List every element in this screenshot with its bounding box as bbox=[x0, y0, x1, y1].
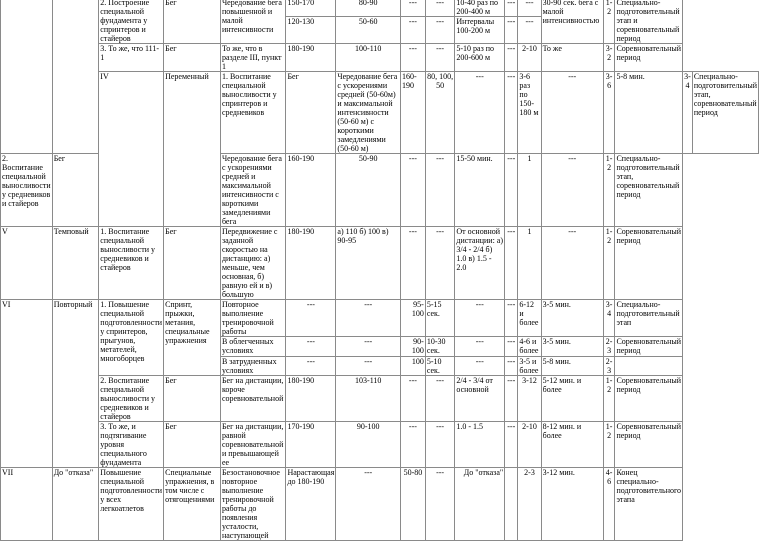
speed-cell: а) 110 б) 100 в) 90-95 bbox=[336, 227, 401, 300]
duration-cell: --- bbox=[425, 0, 455, 17]
extra-cell: --- bbox=[505, 300, 518, 337]
repetitions-cell: 2-3 bbox=[518, 468, 541, 541]
method-name-cell: Темповый bbox=[52, 227, 99, 300]
extra-cell: --- bbox=[505, 0, 518, 17]
repetitions-cell: 6-12 и более bbox=[518, 300, 541, 337]
speed-cell: 50-90 bbox=[336, 154, 401, 227]
exercise-cell: Бег bbox=[164, 422, 221, 468]
duration-cell: --- bbox=[425, 44, 455, 72]
power-cell: --- bbox=[401, 17, 426, 44]
volume-cell: До "отказа" bbox=[455, 468, 505, 541]
power-cell: --- bbox=[401, 376, 426, 422]
speed-cell: --- bbox=[336, 357, 401, 376]
period-cell: Соревновательный период bbox=[615, 422, 683, 468]
exercise-cell: Бег bbox=[164, 0, 221, 44]
duration-cell: --- bbox=[505, 72, 518, 154]
extra-cell: --- bbox=[505, 357, 518, 376]
table-row bbox=[1, 44, 759, 72]
power-cell: --- bbox=[455, 72, 505, 154]
content-cell: Бег на дистанции, равной соревновательной и превышающей ее bbox=[220, 422, 286, 468]
heart-rate-cell: 150-170 bbox=[286, 0, 336, 17]
speed-cell: --- bbox=[336, 337, 401, 357]
period-cell: Специально-подготовительный этап bbox=[615, 300, 683, 337]
sessions-cell: 3-4 bbox=[683, 72, 693, 154]
rest-interval-cell: 3-5 мин. bbox=[541, 300, 603, 337]
repetitions-cell: --- bbox=[518, 17, 541, 44]
repetitions-cell: 3-5 и более bbox=[518, 357, 541, 376]
volume-cell: --- bbox=[455, 300, 505, 337]
extra-cell: --- bbox=[505, 154, 518, 227]
extra-cell: --- bbox=[505, 337, 518, 357]
repetitions-cell: 1 bbox=[518, 227, 541, 300]
period-cell: Специально-подготовительный этап, соревновательный период bbox=[692, 72, 758, 154]
task-cell: 3. То же, что 111-1 bbox=[99, 44, 164, 72]
speed-cell: 100-110 bbox=[336, 44, 401, 72]
repetitions-cell: --- bbox=[518, 0, 541, 17]
repetitions-cell: 3-12 bbox=[518, 376, 541, 422]
task-cell: 1. Воспитание специальной выносливости у средневиков и стайеров bbox=[99, 227, 164, 300]
heart-rate-cell: --- bbox=[286, 357, 336, 376]
power-cell: 100 bbox=[401, 357, 426, 376]
task-cell: Повышение специальной подготовленности у всех легкоатлетов bbox=[99, 468, 164, 541]
repetitions-cell: 3-6 bbox=[603, 72, 615, 154]
extra-cell: --- bbox=[505, 44, 518, 72]
sessions-cell: 1-2 bbox=[603, 227, 615, 300]
table-row bbox=[1, 422, 759, 468]
content-cell: То же, что в разделе III, пункт 1 bbox=[220, 44, 286, 72]
speed-cell: 80-90 bbox=[336, 0, 401, 17]
exercise-cell: Спринт, прыжки, метания, специальные упражнения bbox=[164, 300, 221, 376]
exercise-cell: Специальные упражнения, в том числе с отягощениями bbox=[164, 468, 221, 541]
row-number-cell: V bbox=[1, 227, 53, 300]
content-cell: Передвижение с заданной скоростью на дистанцию: а) меньше, чем основная, б) равную ей и в) большую bbox=[220, 227, 286, 300]
content-cell: Чередование бега с ускорениями средней (50-60м) и максимальной интенсивности (50-60 м) с короткими замедлениями (50-60 м) bbox=[336, 72, 401, 154]
table-row bbox=[1, 0, 759, 17]
period-cell: Соревновательный период bbox=[615, 376, 683, 422]
repetitions-cell: 2-10 bbox=[518, 422, 541, 468]
rest-interval-cell: 5-8 мин. bbox=[541, 357, 603, 376]
heart-rate-cell: 120-130 bbox=[286, 17, 336, 44]
duration-cell: --- bbox=[425, 376, 455, 422]
row-number-cell: VI bbox=[1, 300, 53, 468]
repetitions-cell: 2-10 bbox=[518, 44, 541, 72]
period-cell: Соревновательный период bbox=[615, 44, 683, 72]
task-cell: 1. Повышение специальной подготовленности у спринтеров, прыгунов, метателей, многоборцев bbox=[99, 300, 164, 376]
exercise-cell: Бег bbox=[164, 44, 221, 72]
table-row bbox=[1, 300, 759, 337]
table-row bbox=[1, 72, 759, 154]
task-cell: 2. Воспитание специальной выносливости у средневиков и стайеров bbox=[99, 376, 164, 422]
rest-interval-cell: --- bbox=[541, 227, 603, 300]
power-cell: --- bbox=[401, 154, 426, 227]
volume-cell: 10-40 раз по 200-400 м bbox=[455, 0, 505, 17]
heart-rate-cell: 160-190 bbox=[286, 154, 336, 227]
content-cell: Безостановочное повторное выполнение тренировочной работы до появления усталости, наступающей bbox=[220, 468, 286, 541]
row-number-cell: IV bbox=[99, 72, 164, 227]
content-cell: Бег на дистанции, короче соревновательной bbox=[220, 376, 286, 422]
content-cell: Чередование бега повышенной и малой интенсивности bbox=[220, 0, 286, 44]
exercise-cell: Бег bbox=[52, 154, 99, 227]
extra-cell: --- bbox=[505, 376, 518, 422]
speed-cell: --- bbox=[336, 468, 401, 541]
rest-interval-cell: 5-8 мин. bbox=[615, 72, 683, 154]
power-cell: 90-100 bbox=[401, 337, 426, 357]
heart-rate-cell: 160-190 bbox=[401, 72, 426, 154]
period-cell: Специально-подготовительный этап и соревновательный период bbox=[615, 0, 683, 44]
rest-interval-cell: 5-12 мин. и более bbox=[541, 376, 603, 422]
heart-rate-cell: 180-190 bbox=[286, 376, 336, 422]
volume-cell: От основной дистанции: а) 3/4 - 2/4 б) 1.0 в) 1.5 - 2.0 bbox=[455, 227, 505, 300]
sessions-cell: 4-6 bbox=[603, 468, 615, 541]
extra-cell bbox=[505, 468, 518, 541]
rest-interval-cell: 8-12 мин. и более bbox=[541, 422, 603, 468]
rest-interval-cell: 3-5 мин. bbox=[541, 337, 603, 357]
rest-interval-cell: 30-90 сек. бега с малой интенсивностью bbox=[541, 0, 603, 44]
sessions-cell: 3-2 bbox=[603, 44, 615, 72]
power-cell: --- bbox=[401, 422, 426, 468]
heart-rate-cell: 180-190 bbox=[286, 44, 336, 72]
extra-cell: --- bbox=[505, 227, 518, 300]
speed-cell: 50-60 bbox=[336, 17, 401, 44]
sessions-cell: 1-2 bbox=[603, 0, 615, 44]
content-cell: В затрудненных условиях bbox=[220, 357, 286, 376]
duration-cell: --- bbox=[425, 422, 455, 468]
rest-interval-cell: 3-12 мин. bbox=[541, 468, 603, 541]
sessions-cell: 1-2 bbox=[603, 154, 615, 227]
task-cell: 3. То же, и подтягивание уровня специального фундамента bbox=[99, 422, 164, 468]
sessions-cell: 1-2 bbox=[603, 376, 615, 422]
power-cell: --- bbox=[401, 0, 426, 17]
volume-cell: 5-10 раз по 200-600 м bbox=[455, 44, 505, 72]
method-name-cell: Переменный bbox=[164, 72, 221, 227]
heart-rate-cell: 170-190 bbox=[286, 422, 336, 468]
exercise-cell: Бег bbox=[164, 376, 221, 422]
power-cell: --- bbox=[401, 227, 426, 300]
volume-cell: --- bbox=[455, 337, 505, 357]
duration-cell: --- bbox=[425, 154, 455, 227]
heart-rate-cell: 180-190 bbox=[286, 227, 336, 300]
power-cell: 95-100 bbox=[401, 300, 426, 337]
speed-cell: 90-100 bbox=[336, 422, 401, 468]
repetitions-cell: 1 bbox=[518, 154, 541, 227]
extra-cell: --- bbox=[541, 72, 603, 154]
duration-cell: --- bbox=[425, 468, 455, 541]
period-cell: Соревновательный период bbox=[615, 227, 683, 300]
volume-cell: Интервалы 100-200 м bbox=[455, 17, 505, 44]
content-cell: В облегченных условиях bbox=[220, 337, 286, 357]
exercise-cell: Бег bbox=[164, 227, 221, 300]
heart-rate-cell: Нарастающая до 180-190 bbox=[286, 468, 336, 541]
sessions-cell: 2-3 bbox=[603, 337, 615, 357]
volume-cell: 1.0 - 1.5 bbox=[455, 422, 505, 468]
duration-cell: 10-30 сек. bbox=[425, 337, 455, 357]
task-cell: 1. Воспитание специальной выносливости у спринтеров и средневиков bbox=[220, 72, 286, 154]
exercise-cell: Бег bbox=[286, 72, 336, 154]
rest-interval-cell: --- bbox=[541, 154, 603, 227]
duration-cell: --- bbox=[425, 227, 455, 300]
extra-cell: --- bbox=[505, 17, 518, 44]
speed-cell: 103-110 bbox=[336, 376, 401, 422]
heart-rate-cell: --- bbox=[286, 300, 336, 337]
extra-cell: --- bbox=[505, 422, 518, 468]
sessions-cell: 1-2 bbox=[603, 422, 615, 468]
task-cell: 2. Построение специальной фундамента у спринтеров и стайеров bbox=[99, 0, 164, 44]
table-body bbox=[1, 0, 759, 541]
method-name-cell bbox=[52, 0, 99, 154]
heart-rate-cell: --- bbox=[286, 337, 336, 357]
table-row bbox=[1, 227, 759, 300]
rest-interval-cell: То же bbox=[541, 44, 603, 72]
row-number-cell bbox=[1, 0, 53, 154]
content-cell: Повторное выполнение тренировочной работы bbox=[220, 300, 286, 337]
volume-cell: 3-6 раз по 150-180 м bbox=[518, 72, 541, 154]
volume-cell: 15-50 мин. bbox=[455, 154, 505, 227]
period-cell: Конец специально-подготовительного этапа bbox=[615, 468, 683, 541]
power-cell: 50-80 bbox=[401, 468, 426, 541]
duration-cell: 5-10 сек. bbox=[425, 357, 455, 376]
row-number-cell: VII bbox=[1, 468, 53, 541]
speed-cell: 80, 100, 50 bbox=[425, 72, 455, 154]
power-cell: --- bbox=[401, 44, 426, 72]
volume-cell: 2/4 - 3/4 от основной bbox=[455, 376, 505, 422]
period-cell: Соревновательный период bbox=[616, 337, 682, 355]
sessions-cell: 2-3 bbox=[603, 357, 615, 376]
volume-cell: --- bbox=[455, 357, 505, 376]
task-cell: 2. Воспитание специальной выносливости у средневиков и стайеров bbox=[1, 154, 53, 227]
table-row bbox=[1, 468, 759, 541]
duration-cell: 5-15 сек. bbox=[425, 300, 455, 337]
duration-cell: --- bbox=[425, 17, 455, 44]
content-cell: Чередование бега с ускорениями средней и максимальной интенсивности с короткими замедлениями бега bbox=[220, 154, 286, 227]
speed-cell: --- bbox=[336, 300, 401, 337]
method-name-cell: До "отказа" bbox=[52, 468, 99, 541]
table-row bbox=[1, 376, 759, 422]
repetitions-cell: 4-6 и более bbox=[518, 337, 541, 357]
period-cell bbox=[615, 357, 683, 376]
sessions-cell: 3-4 bbox=[603, 300, 615, 337]
method-name-cell: Повторный bbox=[52, 300, 99, 468]
period-cell: Специально-подготовительный этап, соревновательный период bbox=[615, 154, 683, 227]
